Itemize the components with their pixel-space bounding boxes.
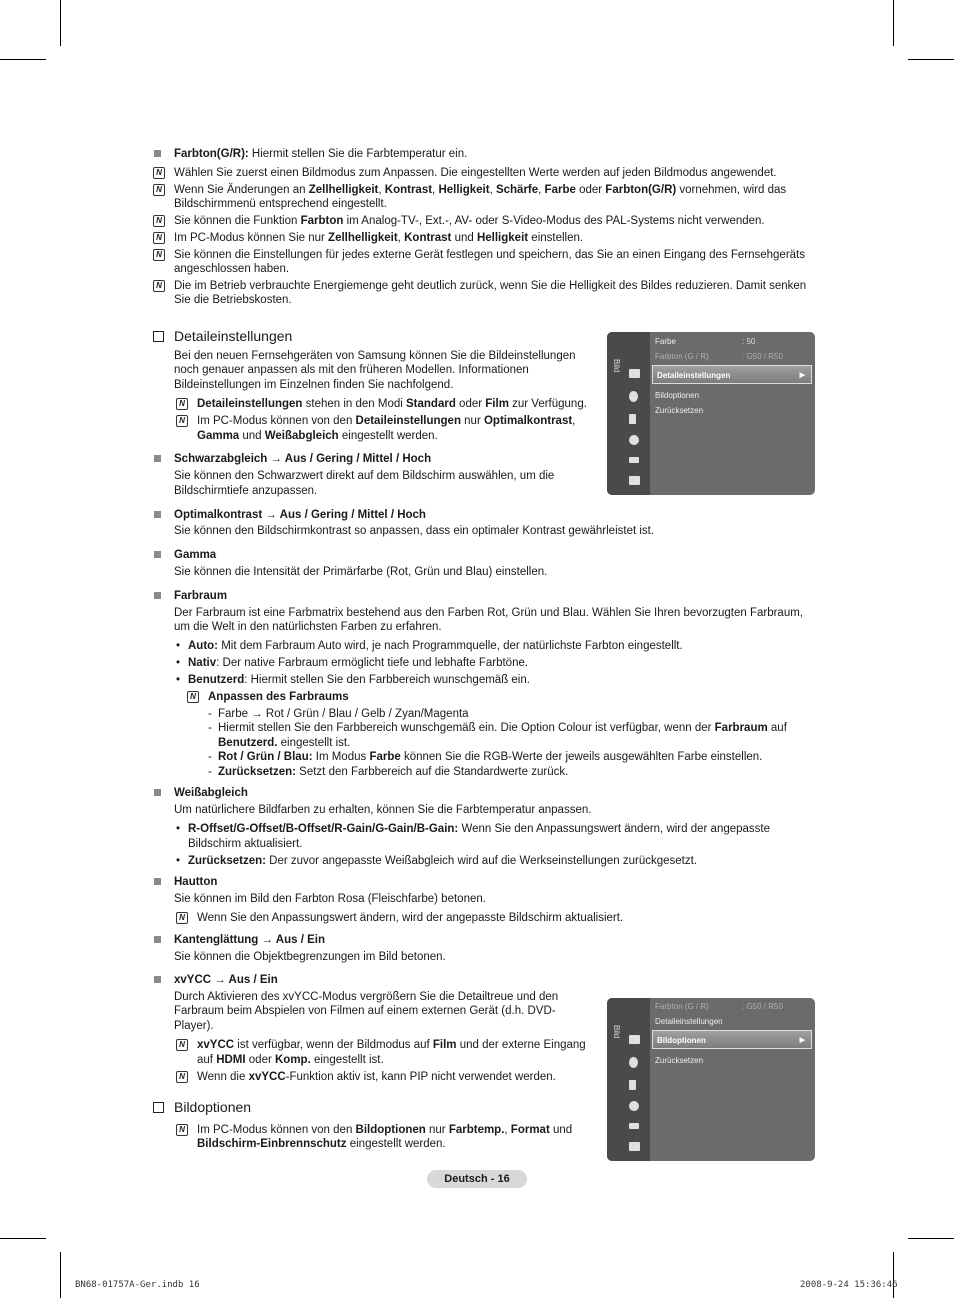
paragraph: noch genauer anpassen als mit den früheren Modellen. Informationen — [174, 364, 529, 376]
item-text: Durch Aktivieren des xvYCC-Modus vergrößern Sie die Detailtreue und den — [174, 991, 559, 1003]
osd-row-farbton: Farbton (G / R) — [655, 1002, 709, 1011]
crop-mark — [893, 1252, 894, 1298]
osd-tab-label: Bild — [612, 359, 621, 373]
paragraph: Bei den neuen Fernsehgeräten von Samsung können Sie die Bildeinstellungen — [174, 350, 576, 362]
note-icon — [153, 184, 165, 196]
dot-bullet: • — [176, 640, 181, 652]
crop-mark — [60, 0, 61, 46]
crop-mark — [908, 1238, 954, 1239]
picture-icon — [629, 1035, 640, 1044]
application-icon — [629, 1142, 640, 1151]
dash: - — [208, 722, 212, 734]
item-title: Optimalkontrast → Aus / Gering / Mittel / Hoch — [174, 509, 426, 521]
note-text: Wenn die xvYCC-Funktion aktiv ist, kann PIP nicht verwendet werden. — [197, 1071, 556, 1083]
list-item: R-Offset/G-Offset/B-Offset/R-Gain/G-Gain/B-Gain: Wenn Sie den Anpassungswert ändern, wird der angepasste — [188, 823, 771, 835]
item-title: Kantenglättung → Aus / Ein — [174, 934, 325, 946]
osd-row-detaileinstellungen: Detaileinstellungen — [655, 1017, 723, 1026]
note-text: Wenn Sie Änderungen an Zellhelligkeit, Kontrast, Helligkeit, Schärfe, Farbe oder Farbton(G/R) vornehmen, wird das — [174, 184, 787, 196]
square-bullet-icon — [154, 976, 161, 983]
dash: - — [208, 766, 212, 778]
list-item: Benutzerd: Hiermit stellen Sie den Farbbereich wunschgemäß ein. — [188, 674, 530, 686]
item-text: Sie können den Bildschirmkontrast so anpassen, dass ein optimaler Kontrast gewährleistet ist. — [174, 525, 655, 537]
osd-value: : G50 / R50 — [742, 1002, 783, 1011]
osd-value: : 50 — [742, 337, 756, 346]
note-icon — [176, 1071, 188, 1083]
item-text: Sie können die Intensität der Primärfarbe (Rot, Grün und Blau) einstellen. — [174, 566, 548, 578]
note-icon — [176, 398, 188, 410]
item-text: Der Farbraum ist eine Farbmatrix bestehend aus den Farben Rot, Grün und Blau. Wählen Sie Ihren bevorzugten Farbraum, — [174, 607, 803, 619]
note-text: Im PC-Modus können Sie nur Zellhelligkeit, Kontrast und Helligkeit einstellen. — [174, 232, 584, 244]
input-icon — [629, 1123, 639, 1129]
note-icon — [176, 912, 188, 924]
item-text: Sie können den Schwarzwert direkt auf dem Bildschirm auswählen, um die — [174, 470, 555, 482]
item-text: Sie können die Objektbegrenzungen im Bild betonen. — [174, 951, 446, 963]
arrow-right-icon: ▶ — [799, 1037, 805, 1044]
dash-item: Farbe → Rot / Grün / Blau / Gelb / Zyan/Magenta — [218, 708, 469, 720]
square-bullet-icon — [154, 592, 161, 599]
osd-row-farbe: Farbe — [655, 337, 676, 346]
note-text: Die im Betrieb verbrauchte Energiemenge geht deutlich zurück, wenn Sie die Helligkeit des Bildes reduzieren. Damit senken — [174, 280, 807, 292]
item-text: Player). — [174, 1020, 214, 1032]
sub-heading: Anpassen des Farbraums — [208, 691, 349, 703]
list-item: Zurücksetzen: Der zuvor angepasste Weißabgleich wird auf die Werkseinstellungen zurückgesetzt. — [188, 855, 698, 867]
sound-icon — [629, 1057, 638, 1068]
application-icon — [629, 476, 640, 485]
dash-item: Rot / Grün / Blau: Im Modus Farbe können Sie die RGB-Werte der jeweils ausgewählten Farbe einstellen. — [218, 751, 763, 763]
dot-bullet: • — [176, 855, 181, 867]
note-icon — [187, 691, 199, 703]
list-item: Bildschirm aktualisiert. — [188, 838, 303, 850]
item-text: um die Welt in den natürlichsten Farben zu erfahren. — [174, 621, 442, 633]
osd-menu-detaileinstellungen — [607, 332, 815, 495]
section-heading: Bildoptionen — [174, 1099, 252, 1115]
channel-icon — [629, 414, 636, 424]
arrow-right-icon: ▶ — [799, 372, 805, 379]
osd-selected-item[interactable]: Bildoptionen ▶ — [652, 1030, 812, 1049]
checkbox-icon — [153, 1102, 164, 1113]
dash-item: Benutzerd. eingestellt ist. — [218, 737, 351, 749]
item-text: Farbraum beim Abspielen von Filmen auf einem externen Gerät (d.h. DVD- — [174, 1005, 556, 1017]
square-bullet-icon — [154, 551, 161, 558]
setup-icon — [629, 435, 639, 445]
crop-mark — [908, 59, 954, 60]
crop-mark — [60, 1252, 61, 1298]
footer-file: BN68-01757A-Ger.indb 16 — [75, 1280, 200, 1290]
note-text: auf HDMI oder Komp. eingestellt ist. — [197, 1054, 384, 1066]
dot-bullet: • — [176, 657, 181, 669]
dash-item: Hiermit stellen Sie den Farbbereich wunschgemäß ein. Die Option Colour ist verfügbar, wenn der Farbraum auf — [218, 722, 787, 734]
osd-selected-item[interactable]: Detaileinstellungen ▶ — [652, 365, 812, 384]
note-text: Wählen Sie zuerst einen Bildmodus zum Anpassen. Die eingestellten Werte werden auf jeden Bildmodus angewendet. — [174, 167, 777, 179]
note-icon — [176, 1124, 188, 1136]
note-text: Im PC-Modus können von den Detaileinstellungen nur Optimalkontrast, — [197, 415, 576, 427]
item-text: Bildschirmtiefe anzupassen. — [174, 485, 318, 497]
item-title: Hautton — [174, 876, 218, 888]
square-bullet-icon — [154, 936, 161, 943]
note-text: xvYCC ist verfügbar, wenn der Bildmodus auf Film und der externe Eingang — [197, 1039, 586, 1051]
crop-mark — [0, 1238, 46, 1239]
square-bullet-icon — [154, 789, 161, 796]
crop-mark — [893, 0, 894, 46]
osd-row-zuruecksetzen: Zurücksetzen — [655, 406, 704, 415]
picture-icon — [629, 369, 640, 378]
note-text: Bildschirmmenü entsprechend eingestellt. — [174, 198, 387, 210]
dot-bullet: • — [176, 823, 181, 835]
list-item: Auto: Mit dem Farbraum Auto wird, je nach Programmquelle, der natürlichste Farbton eingestellt. — [188, 640, 683, 652]
note-text: Wenn Sie den Anpassungswert ändern, wird der angepasste Bildschirm aktualisiert. — [197, 912, 624, 924]
item-title: Gamma — [174, 549, 217, 561]
note-icon — [153, 167, 165, 179]
note-text: Sie können die Einstellungen für jedes externe Gerät festlegen und speichern, das Sie an einen Eingang des Fernsehgeräts — [174, 249, 806, 261]
item-title: Weißabgleich — [174, 787, 248, 799]
note-icon — [153, 215, 165, 227]
note-text: Sie können die Funktion Farbton im Analog-TV-, Ext.-, AV- oder S-Video-Modus des PAL-Systems nicht verwenden. — [174, 215, 765, 227]
list-item: Nativ: Der native Farbraum ermöglicht tiefe und lebhafte Farbtöne. — [188, 657, 529, 669]
note-icon — [176, 1039, 188, 1051]
item-title: xvYCC → Aus / Ein — [174, 974, 278, 986]
square-bullet-icon — [154, 150, 161, 157]
osd-tab-label: Bild — [612, 1025, 621, 1039]
section-heading: Detaileinstellungen — [174, 328, 293, 344]
osd-menu-bildoptionen — [607, 998, 815, 1161]
square-bullet-icon — [154, 511, 161, 518]
paragraph: Bildeinstellungen im Einzelnen finden Sie nachfolgend. — [174, 379, 454, 391]
note-text: Im PC-Modus können von den Bildoptionen nur Farbtemp., Format und — [197, 1124, 573, 1136]
note-icon — [176, 415, 188, 427]
farbton-line: Farbton(G/R): Hiermit stellen Sie die Farbtemperatur ein. — [174, 148, 468, 160]
note-icon — [153, 280, 165, 292]
osd-row-bildoptionen: Bildoptionen — [655, 391, 700, 400]
note-text: Bildschirm-Einbrennschutz eingestellt werden. — [197, 1138, 446, 1150]
note-text: Sie die Betriebskosten. — [174, 294, 292, 306]
sound-icon — [629, 391, 638, 402]
dash: - — [208, 708, 212, 720]
item-title: Farbraum — [174, 590, 228, 602]
channel-icon — [629, 1080, 636, 1090]
note-text: Detaileinstellungen stehen in den Modi Standard oder Film zur Verfügung. — [197, 398, 587, 410]
setup-icon — [629, 1101, 639, 1111]
dash: - — [208, 751, 212, 763]
osd-row-farbton: Farbton (G / R) — [655, 352, 709, 361]
input-icon — [629, 457, 639, 463]
dash-item: Zurücksetzen: Setzt den Farbbereich auf die Standardwerte zurück. — [218, 766, 569, 778]
item-text: Sie können im Bild den Farbton Rosa (Fleischfarbe) betonen. — [174, 893, 486, 905]
dot-bullet: • — [176, 674, 181, 686]
note-text: Gamma und Weißabgleich eingestellt werden. — [197, 430, 438, 442]
osd-value: : G50 / R50 — [742, 352, 783, 361]
item-text: Um natürlichere Bildfarben zu erhalten, können Sie die Farbtemperatur anpassen. — [174, 804, 592, 816]
note-icon — [153, 249, 165, 261]
item-title: Schwarzabgleich → Aus / Gering / Mittel / Hoch — [174, 453, 432, 465]
osd-row-zuruecksetzen: Zurücksetzen — [655, 1056, 704, 1065]
square-bullet-icon — [154, 455, 161, 462]
footer-timestamp: 2008-9-24 15:36:46 — [800, 1280, 898, 1290]
checkbox-icon — [153, 331, 164, 342]
crop-mark — [0, 59, 46, 60]
page-number: Deutsch - 16 — [427, 1170, 527, 1188]
note-icon — [153, 232, 165, 244]
note-text: angeschlossen haben. — [174, 263, 290, 275]
square-bullet-icon — [154, 878, 161, 885]
